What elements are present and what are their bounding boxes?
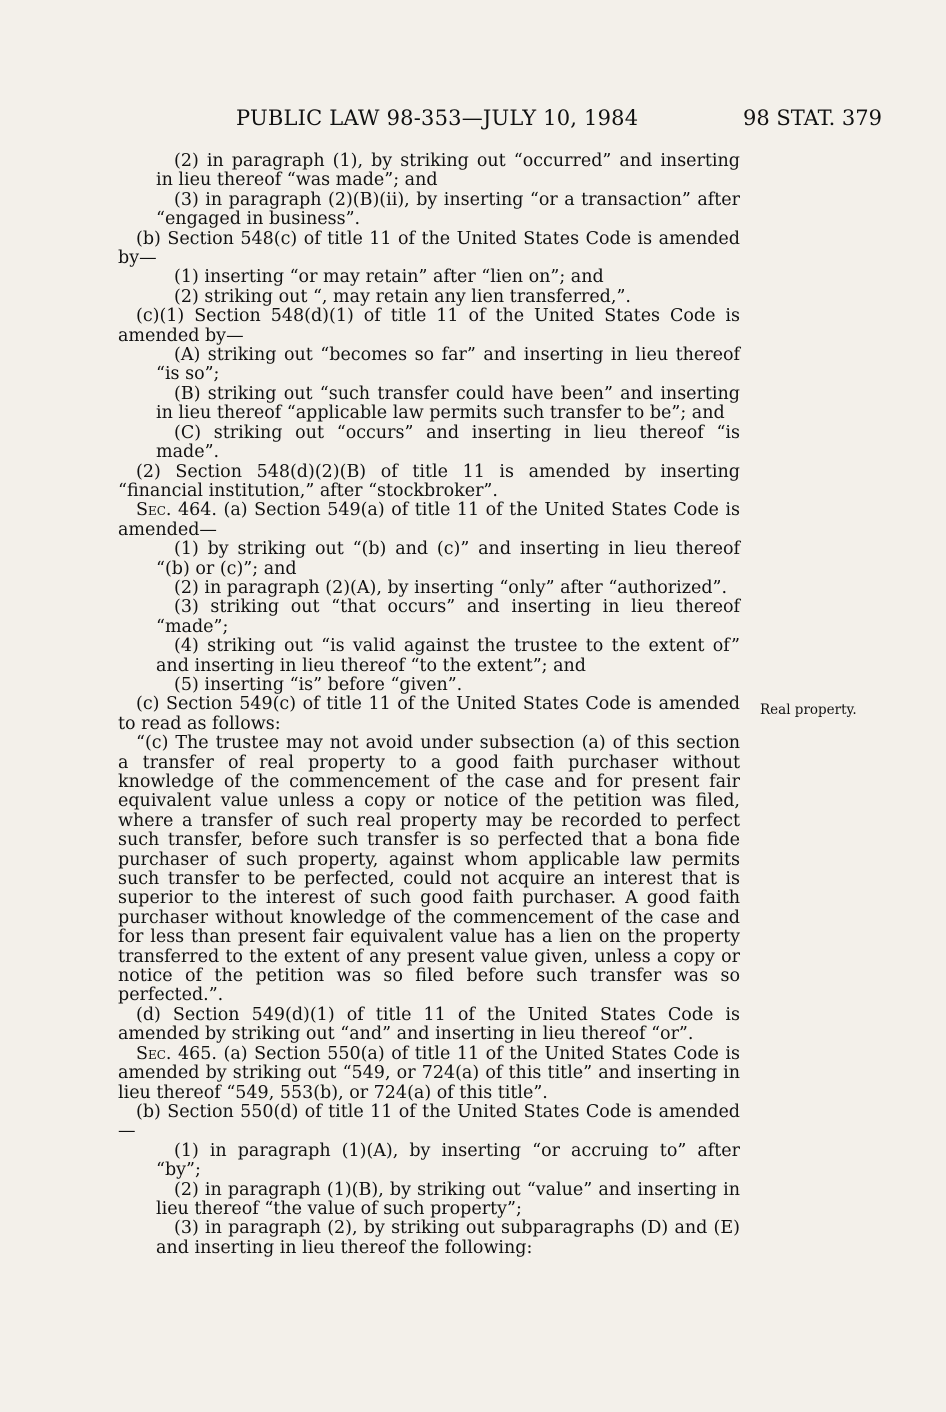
paragraph-text: (1) inserting “or may retain” after “lien on”; and: [174, 267, 604, 288]
paragraph-text: (2) in paragraph (1)(B), by striking out “value” and inserting in lieu thereof “the value of such property”;: [156, 1179, 740, 1219]
statute-paragraph: [118, 501, 740, 540]
statute-paragraph: [118, 463, 740, 502]
statute-paragraph: [118, 598, 740, 637]
statute-paragraph: [118, 152, 740, 191]
statute-paragraph: [118, 288, 740, 307]
statute-paragraph: [118, 385, 740, 424]
paragraph-text: (b) Section 548(c) of title 11 of the United States Code is amended by—: [118, 228, 740, 269]
statute-paragraph: [118, 540, 740, 579]
paragraph-text: (B) striking out “such transfer could have been” and inserting in lieu thereof “applicable law permits such transfer to be”; and: [156, 383, 740, 424]
paragraph-text: (c) Section 549(c) of title 11 of the United States Code is amended to read as follows:: [118, 694, 740, 734]
statute-paragraph: [118, 424, 740, 463]
paragraph-text: (d) Section 549(d)(1) of title 11 of the United States Code is amended by striking out “and” and inserting in lieu thereof “or”.: [118, 1004, 740, 1045]
paragraph-text: (4) striking out “is valid against the trustee to the extent of” and inserting in lieu thereof “to the extent”; and: [156, 636, 740, 676]
paragraph-text: (2) in paragraph (1), by striking out “occurred” and inserting in lieu thereof “was made”; and: [156, 151, 740, 191]
statute-paragraph: [118, 1006, 740, 1045]
paragraph-text: 465. (a) Section 550(a) of title 11 of the United States Code is amended by striking out “549, or 724(a) of this title” and inserting in lieu thereof “549, 553(b), or 724(a) of this title”.: [118, 1043, 740, 1103]
paragraph-text: (3) in paragraph (2), by striking out subparagraphs (D) and (E) and inserting in lieu thereof the following:: [156, 1218, 740, 1258]
paragraph-text: (c)(1) Section 548(d)(1) of title 11 of the United States Code is amended by—: [118, 306, 740, 346]
paragraph-text: (2) Section 548(d)(2)(B) of title 11 is amended by inserting “financial institution,” after “stockbroker”.: [118, 461, 740, 501]
statute-paragraph: [118, 1181, 740, 1220]
paragraph-text: (b) Section 550(d) of title 11 of the United States Code is amended—: [118, 1101, 740, 1142]
statute-paragraph: [118, 268, 740, 287]
paragraph-text: (3) in paragraph (2)(B)(ii), by inserting “or a transaction” after “engaged in business”.: [156, 189, 740, 230]
statute-paragraph: [118, 676, 740, 695]
statute-paragraph: [118, 579, 740, 598]
paragraph-text: 464. (a) Section 549(a) of title 11 of the United States Code is amended—: [118, 500, 740, 540]
paragraph-text: (C) striking out “occurs” and inserting in lieu thereof “is made”.: [156, 422, 740, 463]
statute-paragraph: [118, 637, 740, 676]
statute-paragraph: [118, 1103, 740, 1142]
paragraph-text: (2) in paragraph (2)(A), by inserting “only” after “authorized”.: [174, 577, 728, 598]
statute-paragraph: [118, 1219, 740, 1258]
statute-paragraph: [118, 695, 740, 734]
paragraph-text: (2) striking out “, may retain any lien transferred,”.: [174, 286, 631, 307]
margin-note: Real property.: [760, 702, 857, 718]
paragraph-text: (1) by striking out “(b) and (c)” and inserting in lieu thereof “(b) or (c)”; and: [156, 539, 740, 579]
section-label: Sec.: [136, 1043, 172, 1064]
paragraph-text: (1) in paragraph (1)(A), by inserting “or accruing to” after “by”;: [156, 1140, 740, 1181]
statute-paragraph: [118, 191, 740, 230]
statute-paragraph: [118, 734, 740, 1006]
statute-paragraph: [118, 1045, 740, 1103]
section-label: Sec.: [136, 500, 172, 521]
running-header: PUBLIC LAW 98-353—JULY 10, 1984: [236, 106, 639, 130]
statute-body: [118, 152, 740, 1258]
statute-paragraph: [118, 307, 740, 346]
paragraph-text: (3) striking out “that occurs” and inserting in lieu thereof “made”;: [156, 597, 740, 637]
page-number: 98 STAT. 379: [742, 106, 882, 130]
statute-paragraph: [118, 346, 740, 385]
statute-paragraph: [118, 1142, 740, 1181]
statute-paragraph: [118, 230, 740, 269]
paragraph-text: (A) striking out “becomes so far” and inserting in lieu thereof “is so”;: [156, 345, 740, 385]
paragraph-text: “(c) The trustee may not avoid under subsection (a) of this section a transfer of real property to a good faith purchaser without knowledge of the commencement of the case and for present fair equivalent value unless a copy or notice of the petition was filed, where a transfer of such real property may be recorded to perfect such transfer, before such transfer is so perfected that a bona fide purchaser of such property, against whom applicable law permits such transfer to be perfected, could not acquire an interest that is superior to the interest of such good faith purchaser. A good faith purchaser without knowledge of the commencement of the case and for less than present fair equivalent value has a lien on the property transferred to the extent of any present value given, unless a copy or notice of the petition was so filed before such transfer was so perfected.”.: [118, 733, 740, 1006]
paragraph-text: (5) inserting “is” before “given”.: [174, 674, 463, 695]
